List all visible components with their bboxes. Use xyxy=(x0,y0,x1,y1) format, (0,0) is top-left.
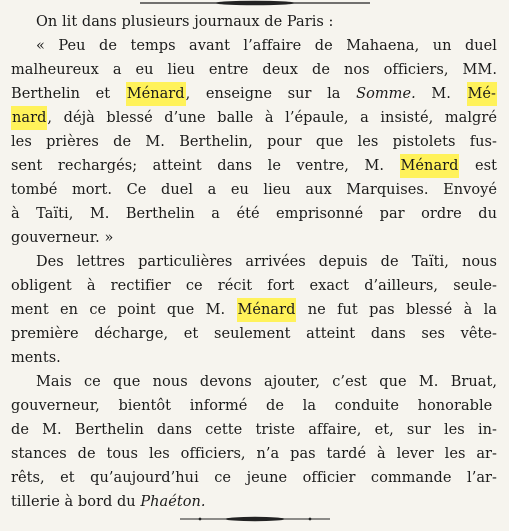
highlighted-term: Mé- xyxy=(467,82,497,106)
text-line xyxy=(11,418,497,442)
text-run: , enseigne sur la xyxy=(185,86,357,102)
text-line xyxy=(11,130,497,154)
text-line xyxy=(11,346,497,370)
text-line xyxy=(11,370,497,394)
text-line xyxy=(11,202,497,226)
text-run: stances de tous les officiers, n’a pas tardé à lever les ar- xyxy=(11,446,497,462)
paragraph-1 xyxy=(11,10,497,250)
text-run: « Peu de temps avant l’affaire de Mahaena, un duel xyxy=(36,38,497,54)
text-line xyxy=(11,250,497,274)
highlighted-term: Ménard xyxy=(126,82,186,106)
text-line xyxy=(11,322,497,346)
text-run: rêts, et qu’aujourd’hui ce jeune officier commande l’ar- xyxy=(11,470,497,486)
text-line xyxy=(11,106,497,130)
text-run: Berthelin et xyxy=(11,86,126,102)
text-run: est xyxy=(459,158,497,174)
highlighted-term: Ménard xyxy=(237,298,297,322)
text-line xyxy=(11,274,497,298)
text-run: gouverneur, bientôt informé de la conduite honorable xyxy=(11,398,493,414)
bottom-ornament-rule xyxy=(0,513,509,525)
text-run: première décharge, et seulement atteint dans ses vête- xyxy=(11,326,497,342)
text-run: Mais ce que nous devons ajouter, c’est que M. Bruat, xyxy=(36,374,497,390)
text-run: tillerie à bord du xyxy=(11,494,141,510)
text-line xyxy=(11,442,497,466)
text-run: obligent à rectifier ce récit fort exact d’ailleurs, seule- xyxy=(11,278,497,294)
paragraph-3 xyxy=(11,370,497,514)
paragraph-2 xyxy=(11,250,497,370)
text-run: ne fut pas blessé à la xyxy=(296,302,497,318)
text-run: Phaéton. xyxy=(140,494,206,510)
text-run: tombé mort. Ce duel a eu lieu aux Marquises. Envoyé xyxy=(11,182,497,198)
text-line xyxy=(11,154,497,178)
text-line xyxy=(11,394,497,418)
text-run: , déjà blessé d’une balle à l’épaule, a insisté, malgré xyxy=(47,110,497,126)
article-column xyxy=(11,10,497,514)
text-run: Somme. xyxy=(356,86,416,102)
text-line xyxy=(11,82,497,106)
text-run: ment en ce point que M. xyxy=(11,302,237,318)
text-run: de M. Berthelin dans cette triste affaire, et, sur les in- xyxy=(11,422,497,438)
text-line xyxy=(11,226,497,250)
text-run: les prières de M. Berthelin, pour que les pistolets fus- xyxy=(11,134,497,150)
text-line xyxy=(11,34,497,58)
text-line xyxy=(11,178,497,202)
text-run: malheureux a eu lieu entre deux de nos officiers, MM. xyxy=(11,62,497,78)
text-run: gouverneur. » xyxy=(11,230,114,246)
text-run: Des lettres particulières arrivées depuis de Taïti, nous xyxy=(36,254,497,270)
highlighted-term: nard xyxy=(11,106,47,130)
text-line xyxy=(11,58,497,82)
text-run: sent rechargés; atteint dans le ventre, M. xyxy=(11,158,400,174)
highlighted-term: Ménard xyxy=(400,154,460,178)
text-line xyxy=(11,490,497,514)
text-run: à Taïti, M. Berthelin a été emprisonné par ordre du xyxy=(11,206,497,222)
text-line xyxy=(11,466,497,490)
text-line xyxy=(11,10,497,34)
text-run: ments. xyxy=(11,350,61,366)
text-run: M. xyxy=(415,86,467,102)
text-line xyxy=(11,298,497,322)
text-run: On lit dans plusieurs journaux de Paris : xyxy=(36,14,334,30)
